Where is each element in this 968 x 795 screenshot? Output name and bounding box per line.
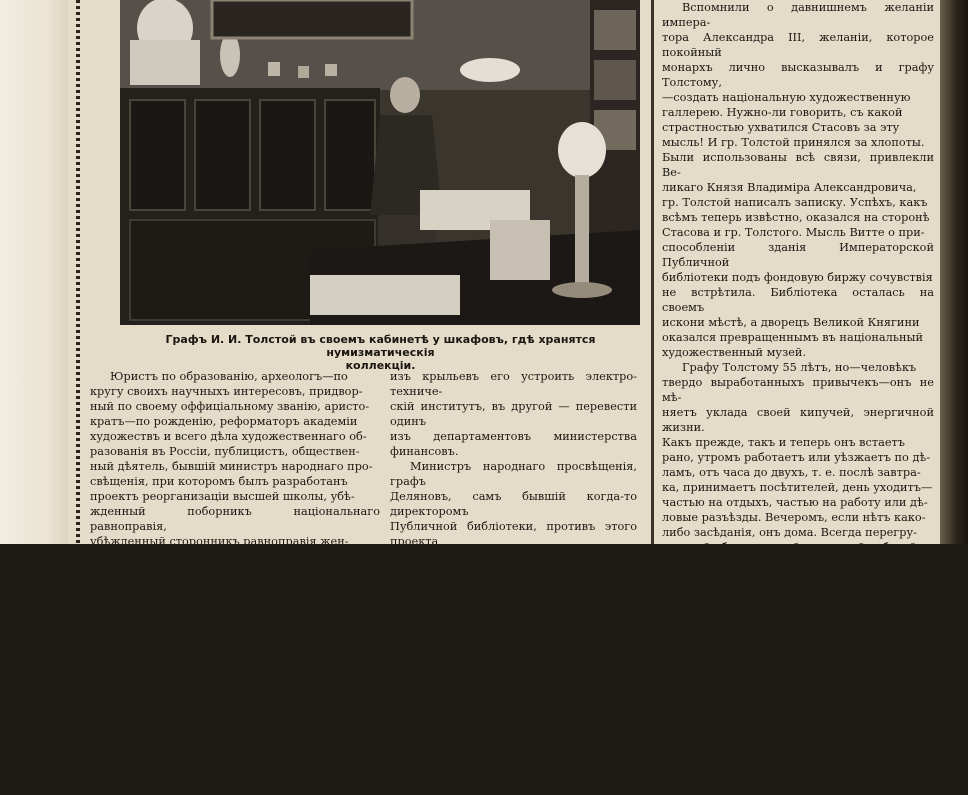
text-line: убѣжденный сторонникъ равноправія жен-: [90, 535, 349, 548]
text-line: библіотеки подъ фондовую биржу сочувствія: [662, 271, 933, 284]
text-line: твердо выработанныхъ привычекъ—онъ не мѣ-: [662, 376, 934, 404]
text-line: свѣщенія, при которомъ былъ разработанъ: [90, 475, 348, 488]
text-line: мысль! И гр. Толстой принялся за хлопоты.: [662, 136, 925, 149]
text-line: Были использованы всѣ связи, привлекли Ве-: [662, 151, 934, 179]
text-line: изъ департаментовъ министерства финансовъ.: [390, 430, 637, 458]
right-column-rule: [651, 0, 654, 544]
text-line: оказался превращеннымъ въ національный: [662, 331, 924, 344]
text-line: шихъ съ графомъ самыя лучшія отношенія.: [662, 661, 924, 674]
text-line: искони мѣстѣ, а дворецъ Великой Княгини: [662, 316, 920, 329]
text-line: Вспомнили о давнишнемъ желаніи импера-: [662, 1, 934, 29]
text-line: нія. Но взволновался В. В. Стасовъ. Онъ: [390, 640, 631, 653]
text-line: учениковъ академіи художествъ, сохранив-: [662, 646, 923, 659]
caption-line: коллекціи.: [345, 359, 416, 372]
text-line: мовъ не устраиваетъ и устраивать не любитъ.: [662, 601, 934, 629]
text-line: При многообразіи и обиліи работы у графа: [662, 766, 934, 794]
text-line: монархъ лично высказывалъ и графу Толстому,: [662, 61, 934, 89]
photo-illustration: [120, 0, 640, 325]
text-line: ограниченнаго круга друзей, никакихъ прі-: [662, 586, 925, 599]
text-column-2: [390, 369, 637, 744]
text-line: ламъ, отъ часа до двухъ, т. е. послѣ завтра-: [662, 466, 921, 479]
text-line: Деляновъ, самъ бывшій когда-то директоромъ: [390, 490, 637, 518]
text-line: те былъ, повидимому, наканунѣ осуществле-: [390, 610, 637, 638]
text-line: Какъ прежде, такъ и теперь онъ встаетъ: [662, 436, 905, 449]
caption-line: Графъ И. И. Толстой въ своемъ кабинетѣ у шкафовъ, гдѣ хранятся нумизматическія: [165, 333, 596, 359]
text-line: кратъ—по рожденію, реформаторъ академіи: [90, 415, 358, 428]
text-line: Посѣтители... Среди нихъ немало бывшихъ: [662, 631, 922, 644]
text-line: частью на отдыхъ, частью на работу или дѣ-: [662, 496, 928, 509]
text-line: ный дѣятель, бывшій министръ народнаго про-: [90, 460, 373, 473]
text-line: кругу своихъ научныхъ интересовъ, придвор-: [90, 385, 363, 398]
text-line: няетъ уклада своей кипучей, энергичной жизни.: [662, 406, 934, 434]
text-line: представляетъ собою выдающагося русскаго: [90, 565, 362, 578]
text-line: не возражалъ; молчалъ и тогдашній директоръ: [390, 550, 637, 578]
text-line: ный по своему оффиціальному званію, аристо-: [90, 400, 370, 413]
text-line: ликаго Князя Владиміра Александровича,: [662, 181, 917, 194]
text-line: страстностью ухватился Стасовъ за эту: [662, 121, 900, 134]
text-line: Юристъ по образованію, археологъ—по: [110, 370, 348, 383]
text-line: ловые разъѣзды. Вечеромъ, если нѣтъ како-: [662, 511, 926, 524]
text-line: женный общественной и научной работой,: [662, 541, 921, 554]
text-line: либо засѣданія, онъ дома. Всегда перегру-: [662, 526, 917, 539]
text-line: При гр. Толстомъ, въ бытность его вице-президент: [662, 676, 934, 704]
text-line: жденный поборникъ національнаго равноправія,: [90, 505, 380, 533]
text-line: не встрѣтила. Библіотека осталась на своемъ: [662, 286, 934, 314]
text-line: образъ жизни: самъ бываетъ только у очень: [662, 571, 927, 584]
text-column-1: [90, 369, 380, 579]
text-line: всѣмъ теперь извѣстно, оказался на сторонѣ: [662, 211, 930, 224]
text-line: гр. Толстой ведетъ чрезвычайно замкнутый: [662, 556, 927, 569]
text-line: способленіи зданія Императорской Публичной: [662, 241, 934, 269]
text-line: ганизованы, какъ эта послѣдняя, такъ и выс-: [662, 736, 933, 749]
text-line: пріѣхалъ къ своему давнишнему другу, графу: [390, 655, 637, 683]
text-line: художественный музей.: [662, 346, 807, 359]
text-line: Министръ народнаго просвѣщенія, графъ: [390, 460, 637, 488]
text-column-3: [662, 0, 934, 795]
text-line: томъ въ академіи, были, какъ извѣстно, реор-: [662, 706, 934, 734]
text-line: проектъ реорганизаціи высшей школы, убѣ-: [90, 490, 355, 503]
page-edge-shadow: [940, 0, 968, 544]
text-line: —создать національную художественную: [662, 91, 911, 104]
text-line: художествъ и всего дѣла художественнаго об-: [90, 430, 367, 443]
text-line: разованія въ Россіи, публицистъ, обществен-: [90, 445, 360, 458]
text-line: тора Александра III, желаніи, которое покойный: [662, 31, 934, 59]
text-line: Ив. Ив. Толстому, и они вдвоемъ рѣшили вся-: [390, 685, 637, 713]
text-line: щинъ—новый городской голова Петербурга: [90, 550, 354, 563]
text-line: скій институтъ, въ другой — перевести одинъ: [390, 400, 637, 428]
text-line: Графу Толстому 55 лѣтъ, но—человѣкъ: [682, 361, 917, 374]
text-line: галлерею. Нужно-ли говорить, съ какой: [662, 106, 903, 119]
left-column-rule: [76, 0, 80, 544]
text-line: Публичной библіотеки, противъ этого проекта: [390, 520, 637, 548]
text-line: Стасова и гр. Толстого. Мысль Витте о при-: [662, 226, 925, 239]
text-line: шее художественное училище при ней.: [662, 751, 900, 764]
text-line: —академикъ Бычковъ. Словомъ, проектъ Вит-: [390, 580, 637, 608]
text-line: гр. Толстой написалъ записку. Успѣхъ, какъ: [662, 196, 928, 209]
text-line: рано, утромъ работаетъ или уѣзжаетъ по дѣ-: [662, 451, 931, 464]
photograph-count-tolstoy-study: [120, 0, 640, 325]
text-line: изъ крыльевъ его устроить электро-техниче-: [390, 370, 637, 398]
photo-caption: [118, 333, 643, 372]
text-line: ка, принимаетъ посѣтителей, день уходитъ—: [662, 481, 933, 494]
binding-spine: [0, 0, 68, 544]
text-line: чески бороться противъ этого проекта. Пере-: [390, 715, 637, 743]
